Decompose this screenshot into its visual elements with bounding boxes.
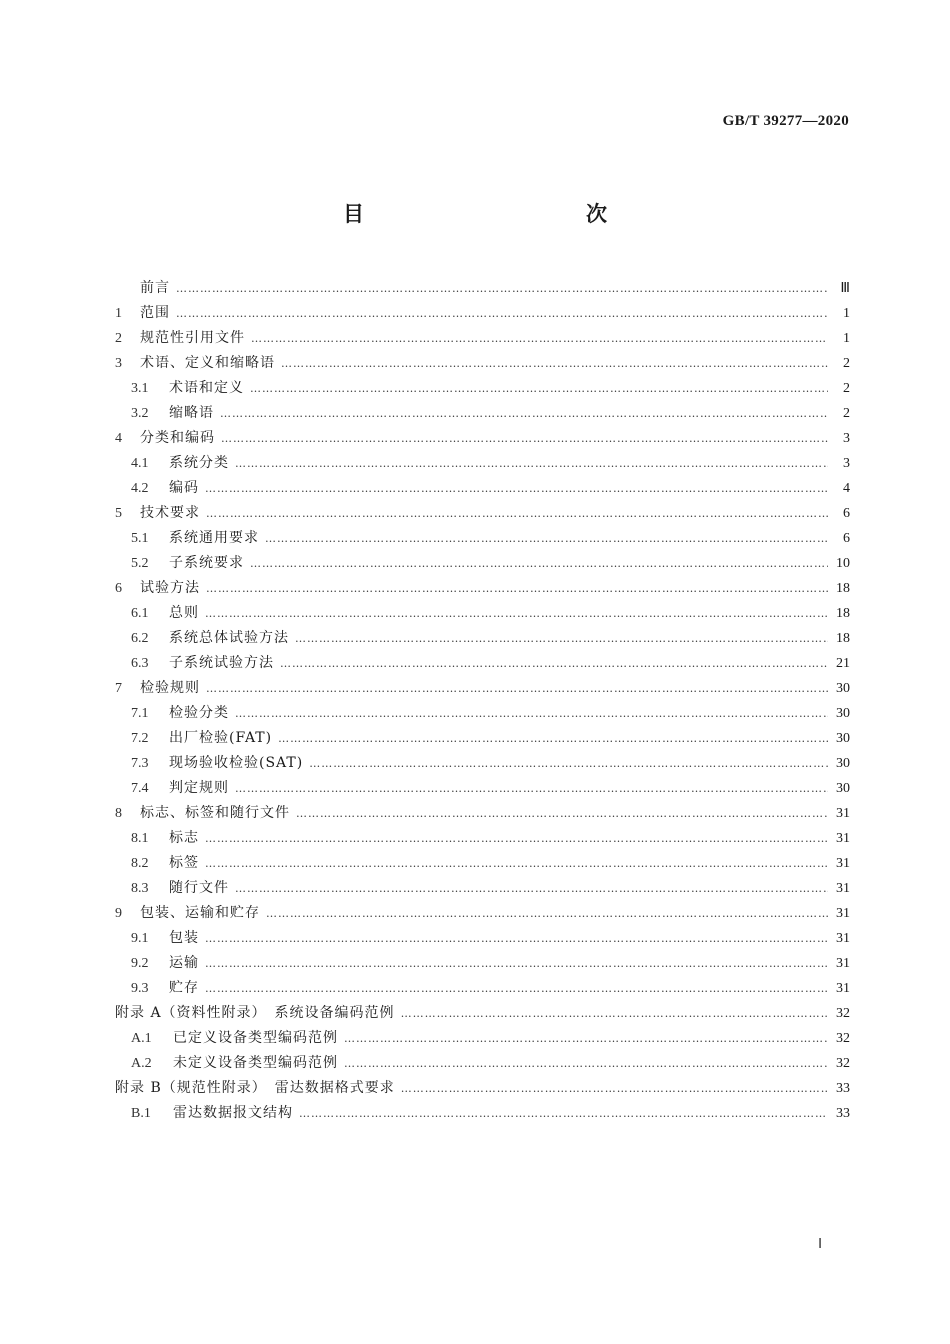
toc-entry-page: 2 bbox=[843, 381, 850, 396]
toc-dot-leader bbox=[251, 326, 828, 351]
toc-entry-title: 规范性引用文件 bbox=[140, 330, 245, 346]
toc-entry-title: 出厂检验(FAT) bbox=[169, 730, 273, 746]
toc-entry-page: 2 bbox=[843, 406, 850, 421]
toc-entry[interactable] bbox=[115, 801, 850, 826]
toc-dot-leader bbox=[309, 751, 828, 776]
toc-entry[interactable] bbox=[115, 876, 850, 901]
toc-dot-leader bbox=[205, 976, 828, 1001]
toc-entry-page: 31 bbox=[836, 906, 850, 921]
toc-entry[interactable] bbox=[115, 726, 850, 751]
toc-entry-title: 判定规则 bbox=[169, 780, 229, 796]
toc-entry-page: 32 bbox=[836, 1006, 850, 1021]
toc-dot-leader bbox=[206, 676, 828, 701]
toc-entry-page: 18 bbox=[836, 581, 850, 596]
toc-entry-number: 1 bbox=[115, 306, 122, 321]
toc-entry[interactable] bbox=[115, 401, 850, 426]
toc-entry[interactable] bbox=[115, 901, 850, 926]
table-of-contents bbox=[115, 276, 850, 1126]
toc-entry-title: 试验方法 bbox=[140, 580, 200, 596]
page-title: 目 次 bbox=[343, 202, 667, 226]
toc-dot-leader bbox=[235, 451, 828, 476]
toc-entry-title: 范围 bbox=[140, 305, 170, 321]
toc-entry-number: A.2 bbox=[131, 1056, 152, 1071]
toc-entry-number: 9.1 bbox=[131, 931, 149, 946]
toc-entry-title: 雷达数据报文结构 bbox=[173, 1105, 293, 1121]
toc-dot-leader bbox=[205, 851, 828, 876]
toc-dot-leader bbox=[265, 526, 828, 551]
toc-entry[interactable] bbox=[115, 301, 850, 326]
toc-entry-title: 分类和编码 bbox=[140, 430, 215, 446]
toc-entry-page: 32 bbox=[836, 1056, 850, 1071]
standard-code: GB/T 39277—2020 bbox=[722, 113, 849, 129]
toc-entry-number: 9.3 bbox=[131, 981, 149, 996]
toc-entry-page: Ⅲ bbox=[840, 281, 850, 296]
toc-entry-number: 9.2 bbox=[131, 956, 149, 971]
toc-entry-number: 4.1 bbox=[131, 456, 149, 471]
toc-entry-number: 9 bbox=[115, 906, 122, 921]
toc-entry-number: 7.3 bbox=[131, 756, 149, 771]
toc-entry-page: 31 bbox=[836, 981, 850, 996]
toc-entry[interactable] bbox=[115, 1101, 850, 1126]
toc-entry[interactable] bbox=[115, 476, 850, 501]
toc-dot-leader bbox=[280, 651, 828, 676]
toc-entry-page: 1 bbox=[843, 306, 850, 321]
toc-entry-title: 系统总体试验方法 bbox=[169, 630, 289, 646]
toc-entry-number: 8 bbox=[115, 806, 122, 821]
toc-entry[interactable] bbox=[115, 351, 850, 376]
toc-entry[interactable] bbox=[115, 451, 850, 476]
toc-entry-title: 已定义设备类型编码范例 bbox=[173, 1030, 338, 1046]
toc-entry-title: 标志、标签和随行文件 bbox=[140, 805, 290, 821]
toc-entry-number: A.1 bbox=[131, 1031, 152, 1046]
toc-entry-title: 术语、定义和缩略语 bbox=[140, 355, 275, 371]
toc-dot-leader bbox=[250, 551, 828, 576]
toc-entry-number: 3 bbox=[115, 356, 122, 371]
toc-dot-leader bbox=[281, 351, 828, 376]
toc-entry-page: 31 bbox=[836, 881, 850, 896]
toc-dot-leader bbox=[235, 776, 828, 801]
toc-entry-title: 运输 bbox=[169, 955, 199, 971]
toc-entry[interactable] bbox=[115, 976, 850, 1001]
toc-entry[interactable] bbox=[115, 326, 850, 351]
toc-entry-page: 2 bbox=[843, 356, 850, 371]
toc-entry-page: 33 bbox=[836, 1081, 850, 1096]
toc-entry-title: 附录 A（资料性附录） 系统设备编码范例 bbox=[115, 1005, 395, 1021]
toc-entry[interactable] bbox=[115, 951, 850, 976]
toc-entry-title: 随行文件 bbox=[169, 880, 229, 896]
toc-entry-number: 6.3 bbox=[131, 656, 149, 671]
page-number: Ⅰ bbox=[818, 1237, 823, 1252]
toc-entry-title: 标签 bbox=[169, 855, 199, 871]
toc-entry-page: 31 bbox=[836, 856, 850, 871]
toc-entry-number: 8.2 bbox=[131, 856, 149, 871]
toc-entry-page: 1 bbox=[843, 331, 850, 346]
toc-entry-title: 标志 bbox=[169, 830, 199, 846]
toc-dot-leader bbox=[205, 601, 828, 626]
toc-entry[interactable] bbox=[115, 526, 850, 551]
toc-entry-page: 6 bbox=[843, 506, 850, 521]
toc-entry[interactable] bbox=[115, 851, 850, 876]
toc-dot-leader bbox=[344, 1051, 828, 1076]
toc-entry-title: 技术要求 bbox=[140, 505, 200, 521]
toc-entry-title: 子系统试验方法 bbox=[169, 655, 274, 671]
toc-entry[interactable] bbox=[115, 1076, 850, 1101]
toc-dot-leader bbox=[250, 376, 828, 401]
toc-entry[interactable] bbox=[115, 576, 850, 601]
toc-dot-leader bbox=[205, 826, 828, 851]
toc-entry-title: 检验分类 bbox=[169, 705, 229, 721]
toc-entry-page: 32 bbox=[836, 1031, 850, 1046]
toc-entry[interactable] bbox=[115, 751, 850, 776]
toc-dot-leader bbox=[205, 476, 828, 501]
toc-entry-title: 贮存 bbox=[169, 980, 199, 996]
toc-entry-page: 31 bbox=[836, 831, 850, 846]
toc-entry-title: 检验规则 bbox=[140, 680, 200, 696]
toc-dot-leader bbox=[235, 876, 828, 901]
toc-entry-page: 30 bbox=[836, 756, 850, 771]
toc-entry-page: 30 bbox=[836, 681, 850, 696]
toc-dot-leader bbox=[206, 576, 828, 601]
toc-entry[interactable] bbox=[115, 601, 850, 626]
toc-entry-number: 6 bbox=[115, 581, 122, 596]
toc-entry-page: 4 bbox=[843, 481, 850, 496]
toc-entry-page: 30 bbox=[836, 706, 850, 721]
toc-dot-leader bbox=[401, 1001, 828, 1026]
toc-dot-leader bbox=[176, 276, 828, 301]
toc-entry[interactable] bbox=[115, 826, 850, 851]
toc-dot-leader bbox=[206, 501, 828, 526]
toc-dot-leader bbox=[299, 1101, 828, 1126]
toc-dot-leader bbox=[221, 426, 828, 451]
toc-entry[interactable] bbox=[115, 276, 850, 301]
toc-entry-page: 3 bbox=[843, 431, 850, 446]
toc-entry-number: 3.2 bbox=[131, 406, 149, 421]
toc-entry-title: 编码 bbox=[169, 480, 199, 496]
toc-entry[interactable] bbox=[115, 551, 850, 576]
toc-dot-leader bbox=[266, 901, 828, 926]
toc-dot-leader bbox=[278, 726, 828, 751]
toc-entry[interactable] bbox=[115, 651, 850, 676]
toc-entry[interactable] bbox=[115, 1001, 850, 1026]
toc-entry-page: 30 bbox=[836, 781, 850, 796]
toc-dot-leader bbox=[176, 301, 828, 326]
toc-entry[interactable] bbox=[115, 426, 850, 451]
toc-entry[interactable] bbox=[115, 1026, 850, 1051]
toc-entry-number: 3.1 bbox=[131, 381, 149, 396]
toc-entry-page: 3 bbox=[843, 456, 850, 471]
toc-entry[interactable] bbox=[115, 626, 850, 651]
toc-entry-number: 4.2 bbox=[131, 481, 149, 496]
toc-entry-number: 6.2 bbox=[131, 631, 149, 646]
toc-dot-leader bbox=[205, 951, 828, 976]
toc-dot-leader bbox=[344, 1026, 828, 1051]
toc-entry-number: 6.1 bbox=[131, 606, 149, 621]
toc-entry-title: 总则 bbox=[169, 605, 199, 621]
toc-dot-leader bbox=[235, 701, 828, 726]
toc-entry-title: 包装 bbox=[169, 930, 199, 946]
toc-dot-leader bbox=[401, 1076, 828, 1101]
toc-entry-title: 系统通用要求 bbox=[169, 530, 259, 546]
toc-entry-number: 4 bbox=[115, 431, 122, 446]
toc-entry-page: 31 bbox=[836, 956, 850, 971]
toc-entry-page: 6 bbox=[843, 531, 850, 546]
toc-entry-title: 附录 B（规范性附录） 雷达数据格式要求 bbox=[115, 1080, 395, 1096]
toc-dot-leader bbox=[220, 401, 828, 426]
toc-entry-page: 31 bbox=[836, 931, 850, 946]
toc-entry-title: 包装、运输和贮存 bbox=[140, 905, 260, 921]
toc-entry-number: 5.2 bbox=[131, 556, 149, 571]
toc-entry[interactable] bbox=[115, 701, 850, 726]
toc-entry-page: 33 bbox=[836, 1106, 850, 1121]
toc-entry-title: 子系统要求 bbox=[169, 555, 244, 571]
toc-entry-title: 前言 bbox=[140, 280, 170, 296]
toc-dot-leader bbox=[295, 626, 828, 651]
toc-entry-number: 2 bbox=[115, 331, 122, 346]
toc-entry-page: 31 bbox=[836, 806, 850, 821]
toc-entry-number: 7.2 bbox=[131, 731, 149, 746]
toc-entry-title: 现场验收检验(SAT) bbox=[169, 755, 304, 771]
toc-dot-leader bbox=[205, 926, 828, 951]
toc-entry-page: 21 bbox=[836, 656, 850, 671]
toc-entry-number: 7 bbox=[115, 681, 122, 696]
toc-entry-page: 18 bbox=[836, 606, 850, 621]
toc-entry-number: B.1 bbox=[131, 1106, 151, 1121]
toc-entry-page: 18 bbox=[836, 631, 850, 646]
toc-entry-number: 8.1 bbox=[131, 831, 149, 846]
toc-entry-number: 7.1 bbox=[131, 706, 149, 721]
toc-entry-number: 7.4 bbox=[131, 781, 149, 796]
toc-entry-title: 术语和定义 bbox=[169, 380, 244, 396]
toc-entry[interactable] bbox=[115, 1051, 850, 1076]
toc-entry-title: 系统分类 bbox=[169, 455, 229, 471]
toc-entry[interactable] bbox=[115, 926, 850, 951]
toc-entry-page: 10 bbox=[836, 556, 850, 571]
toc-entry[interactable] bbox=[115, 376, 850, 401]
toc-entry[interactable] bbox=[115, 501, 850, 526]
toc-entry-title: 未定义设备类型编码范例 bbox=[173, 1055, 338, 1071]
toc-entry[interactable] bbox=[115, 776, 850, 801]
toc-entry-number: 5.1 bbox=[131, 531, 149, 546]
toc-entry-number: 5 bbox=[115, 506, 122, 521]
toc-dot-leader bbox=[296, 801, 828, 826]
toc-entry-title: 缩略语 bbox=[169, 405, 214, 421]
toc-entry[interactable] bbox=[115, 676, 850, 701]
toc-entry-number: 8.3 bbox=[131, 881, 149, 896]
toc-entry-page: 30 bbox=[836, 731, 850, 746]
